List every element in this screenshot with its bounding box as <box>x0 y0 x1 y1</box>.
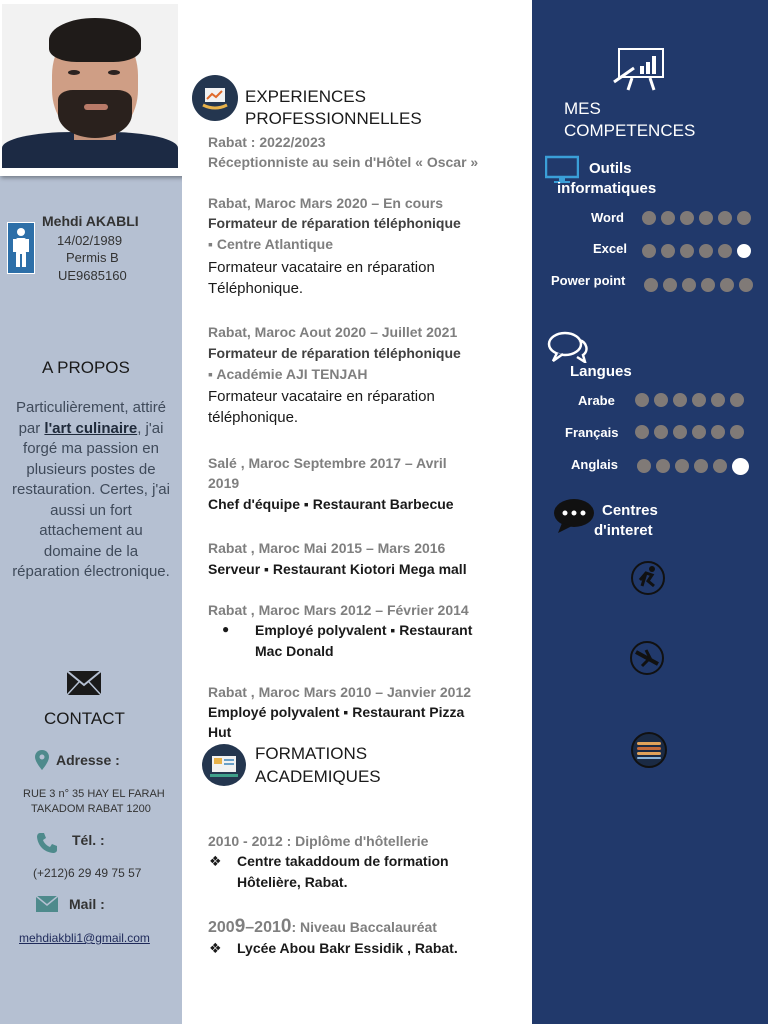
about-title: A PROPOS <box>42 358 130 377</box>
skills-title-line2: COMPETENCES <box>564 121 696 140</box>
chat-bubble-icon <box>552 497 596 540</box>
language-level <box>635 425 744 439</box>
exp-role: Hut <box>208 724 232 740</box>
exp-desc: Téléphonique. <box>208 280 304 297</box>
address-line2: TAKADOM RABAT 1200 <box>31 803 151 815</box>
profile-license: Permis B <box>66 250 119 265</box>
language-label: Français <box>565 425 619 440</box>
education-title-line1: FORMATIONS <box>255 744 368 763</box>
language-label: Anglais <box>571 457 618 472</box>
experience-title-line2: PROFESSIONNELLES <box>245 109 422 128</box>
interests-title-line2: d'interet <box>594 522 653 539</box>
email-link[interactable]: mehdiakbli1@gmail.com <box>19 931 150 945</box>
language-level <box>635 393 744 407</box>
exp-role: Mac Donald <box>255 643 334 659</box>
edu-year: 2009–2010: Niveau Baccalauréat <box>208 916 437 937</box>
exp-place: Rabat , Maroc Mars 2010 – Janvier 2012 <box>208 684 472 700</box>
address-line1: RUE 3 n° 35 HAY EL FARAH <box>23 788 165 800</box>
phone-icon <box>36 832 58 859</box>
phone-value: (+212)6 29 49 75 57 <box>33 866 142 880</box>
edu-school: Centre takaddoum de formation <box>237 853 449 869</box>
exp-place: Rabat : 2022/2023 <box>208 134 326 150</box>
phone-label: Tél. : <box>72 832 105 848</box>
language-label: Arabe <box>578 393 615 408</box>
skill-level <box>642 244 751 258</box>
languages-title: Langues <box>570 363 632 380</box>
edu-year: 2010 - 2012 : Diplôme d'hôtellerie <box>208 833 429 849</box>
bullet-icon: ● <box>222 622 230 636</box>
left-sidebar <box>0 0 182 1024</box>
certificate-icon <box>202 744 246 786</box>
envelope-icon <box>66 670 102 701</box>
running-icon <box>630 560 666 601</box>
exp-desc: Formateur vacataire en réparation <box>208 388 435 405</box>
person-icon <box>7 222 35 274</box>
experience-title-line1: EXPERIENCES <box>245 87 366 106</box>
tools-title-line2: informatiques <box>557 180 657 197</box>
airplane-icon <box>628 640 666 681</box>
bullet-icon: ❖ <box>209 940 222 956</box>
exp-role: Employé polyvalent ▪ Restaurant <box>255 622 473 638</box>
edu-school: Hôtelière, Rabat. <box>237 874 348 890</box>
contact-title: CONTACT <box>44 709 125 728</box>
mail-icon <box>36 896 58 917</box>
exp-place: Rabat , Maroc Mai 2015 – Mars 2016 <box>208 540 446 556</box>
exp-place: 2019 <box>208 475 240 491</box>
profile-id: UE9685160 <box>58 268 127 283</box>
exp-role: Formateur de réparation téléphonique <box>208 345 461 361</box>
bullet-icon: ❖ <box>209 853 222 869</box>
skill-level <box>642 211 751 225</box>
interests-title-line1: Centres <box>602 502 658 519</box>
exp-role: Formateur de réparation téléphonique <box>208 215 461 231</box>
exp-role: Chef d'équipe ▪ Restaurant Barbecue <box>208 496 454 512</box>
edu-school: Lycée Abou Bakr Essidik , Rabat. <box>237 940 458 956</box>
exp-role: Employé polyvalent ▪ Restaurant Pizza <box>208 704 465 720</box>
exp-place: Rabat, Maroc Aout 2020 – Juillet 2021 <box>208 324 458 340</box>
presentation-board-icon <box>612 44 668 97</box>
tool-label: Power point <box>551 273 626 288</box>
exp-desc: téléphonique. <box>208 409 299 426</box>
education-title-line2: ACADEMIQUES <box>255 767 381 786</box>
profile-name: Mehdi AKABLI <box>42 213 139 229</box>
exp-org: ▪ Académie AJI TENJAH <box>208 366 368 382</box>
tool-label: Word <box>591 210 624 225</box>
food-icon <box>630 732 668 773</box>
skill-level <box>644 278 753 292</box>
tools-title-line1: Outils <box>589 160 632 177</box>
profile-photo <box>0 0 186 176</box>
skills-title-line1: MES <box>564 99 601 118</box>
briefcase-chart-icon <box>192 75 238 121</box>
exp-desc: Formateur vacataire en réparation <box>208 259 435 276</box>
exp-place: Salé , Maroc Septembre 2017 – Avril <box>208 455 447 471</box>
location-pin-icon <box>35 750 49 775</box>
address-label: Adresse : <box>56 752 120 768</box>
exp-place: Rabat , Maroc Mars 2012 – Février 2014 <box>208 602 469 618</box>
skills-panel <box>532 0 768 1024</box>
exp-role: Réceptionniste au sein d'Hôtel « Oscar » <box>208 154 479 170</box>
mail-label: Mail : <box>69 896 105 912</box>
experience-column <box>182 0 532 1024</box>
tool-label: Excel <box>593 241 627 256</box>
about-text: Particulièrement, attiré par l'art culinaire, j'ai forgé ma passion en plusieurs postes de restauration. Certes, j'ai aussi un fort attachement au domaine de la réparation électronique. <box>12 399 170 580</box>
exp-place: Rabat, Maroc Mars 2020 – En cours <box>208 195 443 211</box>
exp-org: ▪ Centre Atlantique <box>208 236 334 252</box>
profile-birthdate: 14/02/1989 <box>57 233 123 248</box>
exp-role: Serveur ▪ Restaurant Kiotori Mega mall <box>208 561 467 577</box>
language-level <box>637 459 749 475</box>
